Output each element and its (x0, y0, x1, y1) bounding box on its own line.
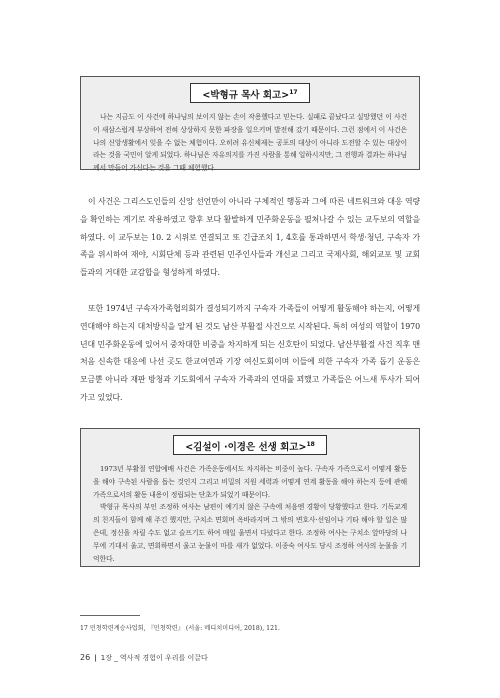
memoir-box-kim-lee (80, 428, 420, 567)
folio-separator: | (94, 654, 97, 662)
page-number: 26 (80, 653, 91, 662)
memoir-box-title: <김설이 ·이경은 선생 회고>$^{18}$ (173, 435, 327, 455)
memoir-paragraph-1: 1973년 부활절 연합예배 사건은 가족운동에서도 차지하는 비중이 높다. 구속자 가족으로서 어떻게 활동을 해야 구속된 사람을 돕는 것인지 그리고 비밀의 지원 세력과 어떻게 연계 활동을 해야 하는지 등에 관해 가족으로서의 활동 내용이 정립되는 단초가 되었기 때문이다. (93, 465, 407, 499)
footnote-ref: 18 (306, 441, 315, 448)
body-paragraph-1: 이 사건은 그리스도인들의 신앙 선언만이 아니라 구체적인 행동과 그에 따른 네트워크와 대응 역량을 확인하는 계기로 작용하였고 향후 보다 활발하게 민주화운동을 펼쳐나갈 수 있는 교두보의 역할을 하였다. 이 교두보는 10. 2 시위로 연결되고 또 긴급조치 1, 4호를 통과하면서 학생·청년, 구속자 가족을 위시하여 재야, 시회단체 등과 관련된 민주인사들과 개신교 그리고 국제사회, 해외교포 및 교회들과의 거대한 교감합을 형성하게 하였다. (80, 197, 420, 278)
memoir-box-park (80, 76, 420, 173)
memoir-box-title: <박형규 목사 회고>$^{17}$ (190, 83, 310, 103)
body-paragraph-2: 또한 1974년 구속자가족협의회가 결성되기까지 구속자 가족들이 어떻게 활동해야 하는지, 어떻게 연대해야 하는지 대처방식을 알게 된 것도 남산 부활절 사건으로 시작된다. 특히 여성의 역할이 1970년대 민주화운동에 있어서 중차대한 비중을 차지하게 되는 신호탄이 되었다. 남산부활절 사건 직후 맨 처음 신속한 대응에 나선 곳도 한교여연과 기장 여신도회이며 이들에 의한 구속자 가족 돕기 운동은 모금뿐 아니라 재판 방청과 기도회에서 구속자 가족과의 연대를 꾀했고 가족들은 어느새 투사가 되어가고 있었다. (80, 304, 420, 402)
page-footer (80, 653, 208, 663)
footnote-divider (80, 615, 140, 616)
footnote-ref: 17 (289, 89, 298, 96)
memoir-paragraph-2: 박형규 목사의 부인 조정하 여사는 남편이 예기치 않은 구속에 처음엔 경황이 당황했다고 한다. 기독교계의 친지들이 함께 해 주긴 했지만, 구치소 면회며 옥바라지며 그 밖의 변호사·선임이나 기타 해야 할 일은 많은데, 정신을 차릴 수도 없고 슬프기도 하여 매일 울면서 다녔다고 한다. 조정하 여사는 구치소 앞마당의 나무에 기대서 울고, 면회하면서 울고 눈물이 마를 새가 없었다. 이종숙 여사도 당시 조정하 여사의 눈물을 기억한다. (93, 503, 407, 563)
chapter-title: 1장 _ 역사적 경험이 우리를 이끌다 (100, 654, 208, 662)
footnote: 17 민청학련계승사업회, 『민청학련』 (서울: 메디치미디어, 2018), 121. (80, 625, 280, 632)
memoir-paragraph: 나는 지금도 이 사건에 하나님의 보이지 않는 손이 작용했다고 믿는다. 실패로 끝났다고 실망했던 이 사건이 새삼스럽게 부상하여 전혀 상상하지 못한 파장을 일으키며 발전해 갔기 때문이다. 그런 점에서 이 사건은 나의 신앙생활에서 잊을 수 없는 체험이다. 오히려 유신체제는 공포의 대상이 아니라 도전할 수 있는 대상이라는 것을 국민이 알게 되었다. 하나님은 자유의지를 가진 사람을 통해 일하시지만, 그 전행과 결과는 하나님께서 만들어 가신다는 것을 그때 체험했다. (93, 113, 407, 173)
